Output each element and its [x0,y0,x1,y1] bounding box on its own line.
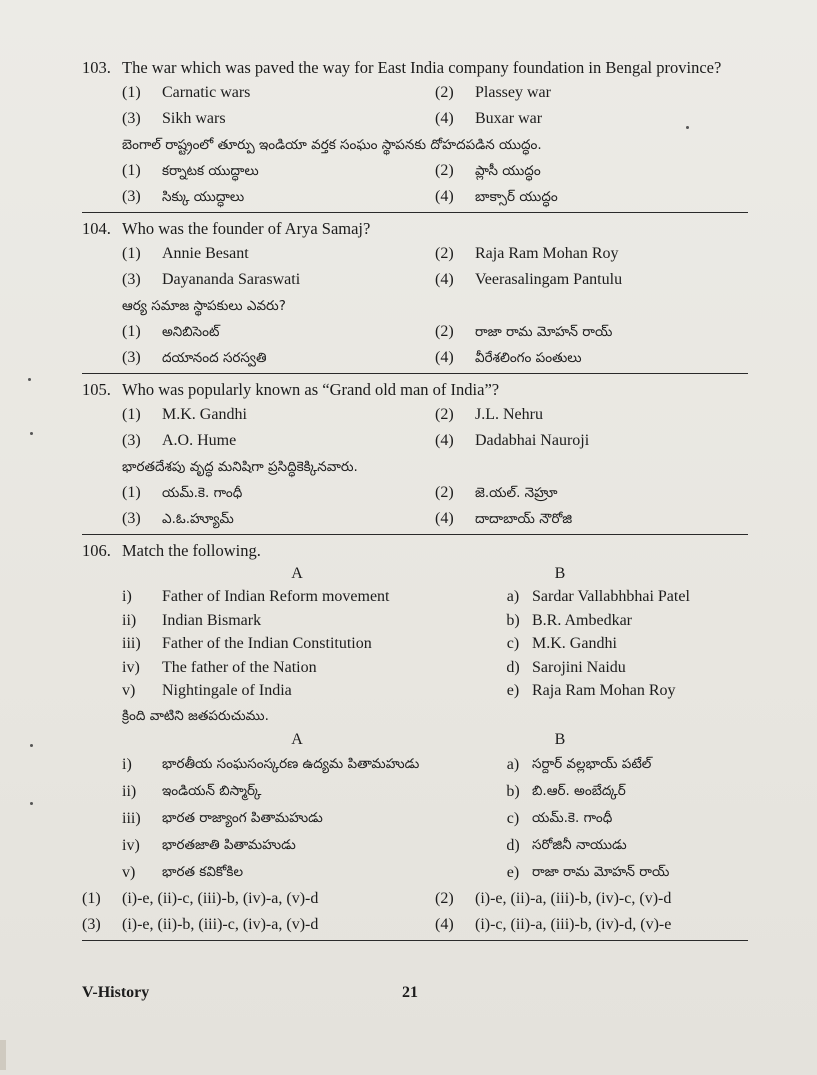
row-letter: e) [506,682,520,699]
question-103 [82,56,748,213]
column-a-item: భారత కవికోకిల [162,863,244,880]
option-text: యమ్.కె. గాంధీ [162,485,243,501]
telugu-match-row [82,832,748,859]
option-number: (1) [122,406,141,423]
option-number: (3) [122,510,141,527]
option-text: Buxar war [475,110,543,127]
option-number: (2) [435,889,454,907]
option-number: (4) [435,349,454,366]
option-number: (2) [435,84,454,101]
telugu-option-3 [122,345,435,371]
option-text: వీరేశలింగం పంతులు [475,350,582,366]
option-text: జె.యల్. నెహ్రూ [475,485,558,501]
telugu-question-text: క్రింది వాటిని జతపరుచుము. [122,707,269,724]
option-number: (4) [435,432,454,449]
telugu-options-row [82,345,748,371]
telugu-options-row [82,158,748,184]
option-text: (i)-c, (ii)-a, (iii)-b, (iv)-d, (v)-e [475,915,672,933]
option-number: (3) [82,915,101,933]
telugu-match-row [82,751,748,778]
row-letter: e) [506,863,520,881]
telugu-option-3 [122,184,435,210]
option-4 [435,106,748,132]
telugu-options-row [82,506,748,532]
column-b-item: సరోజినీ నాయుడు [532,836,627,853]
option-number: (2) [435,406,454,423]
option-4 [435,267,748,293]
column-b-item: Sarojini Naidu [532,658,626,676]
option-number: (4) [435,110,454,127]
scan-speck [686,126,689,129]
option-text: Raja Ram Mohan Roy [475,245,619,262]
row-index: v) [122,863,136,881]
match-row [82,656,748,680]
question-text: The war which was paved the way for East India company foundation in Bengal province? [122,58,722,77]
subject-label: V-History [82,984,150,1001]
option-2 [435,402,748,428]
option-1 [122,241,435,267]
option-text: A.O. Hume [162,432,237,449]
scan-speck [30,432,33,435]
row-index: i) [122,588,132,605]
telugu-option-2 [435,158,748,184]
scan-speck [30,744,33,747]
option-2 [435,241,748,267]
telugu-options-row [82,480,748,506]
question-number: 103. [82,58,111,77]
options-row [82,241,748,267]
option-text: ప్లాసీ యుద్ధం [475,163,541,179]
row-index: iv) [122,658,140,676]
column-a-item: భారతీయ సంఘసంస్కరణ ఉద్యమ పితామహుడు [162,755,420,772]
question-number: 104. [82,219,111,238]
telugu-option-4 [435,345,748,371]
option-number: (1) [122,484,141,501]
page-content [82,56,748,945]
row-index: i) [122,755,132,773]
telugu-option-1 [122,319,435,345]
option-text: Veerasalingam Pantulu [475,271,623,288]
option-number: (4) [435,188,454,205]
match-row [82,679,748,703]
option-number: (2) [435,245,454,262]
option-text: రాజా రామ మోహన్ రాయ్ [475,324,613,340]
option-number: (1) [122,162,141,179]
telugu-option-1 [122,480,435,506]
option-text: అనిబిసెంట్ [162,324,220,340]
scan-edge-mark [0,1040,6,1070]
column-a-item: Nightingale of India [162,682,292,699]
telugu-options-row [82,319,748,345]
telugu-option-4 [435,506,748,532]
answer-options-row [82,886,748,912]
telugu-match-row [82,805,748,832]
option-text: ఎ.ఓ.హ్యూమ్ [162,511,234,527]
option-number: (3) [122,110,141,127]
telugu-column-headers [82,729,748,751]
question-title [82,378,748,402]
telugu-match-row [82,778,748,805]
answer-option-3 [82,912,435,938]
column-b-item: సర్దార్ వల్లభాయ్ పటేల్ [532,755,652,772]
option-text: Dadabhai Nauroji [475,432,590,449]
column-b-item: Sardar Vallabhbhai Patel [532,588,690,605]
option-text: (i)-e, (ii)-a, (iii)-b, (iv)-c, (v)-d [475,889,672,907]
options-row [82,428,748,454]
option-number: (2) [435,323,454,340]
option-2 [435,80,748,106]
question-106 [82,539,748,941]
option-number: (1) [122,323,141,340]
column-a-item: ఇండియన్ బిస్మార్క్ [162,782,262,799]
row-letter: b) [506,611,520,629]
column-b-item: బి.ఆర్. అంబేద్కర్ [532,782,626,799]
option-text: సిక్కు యుద్ధాలు [162,189,245,205]
telugu-question-text: ఆర్య సమాజ స్థాపకులు ఎవరు? [122,298,286,314]
column-b-item: Raja Ram Mohan Roy [532,682,676,699]
option-3 [122,428,435,454]
column-a-header: A [291,565,303,582]
column-a-item: Indian Bismark [162,611,262,629]
column-b-header: B [554,565,566,582]
option-text: దయానంద సరస్వతి [162,350,267,366]
column-a-item: Father of Indian Reform movement [162,588,390,605]
option-4 [435,428,748,454]
column-a-item: The father of the Nation [162,658,317,676]
column-b-item: M.K. Gandhi [532,635,617,652]
column-a-header: A [291,730,303,748]
options-row [82,106,748,132]
telugu-option-2 [435,480,748,506]
column-b-item: B.R. Ambedkar [532,611,632,629]
telugu-question-text: బెంగాల్ రాష్ట్రంలో తూర్పు ఇండియా వర్తక సంఘం స్థాపనకు దోహదపడిన యుద్ధం. [122,137,542,153]
telugu-options-row [82,184,748,210]
telugu-option-4 [435,184,748,210]
options-row [82,267,748,293]
match-row [82,632,748,656]
row-letter: b) [506,782,520,800]
option-3 [122,106,435,132]
answer-options-row [82,912,748,938]
option-text: Carnatic wars [162,84,251,101]
column-a-item: భారత రాజ్యాంగ పితామహుడు [162,809,323,826]
row-index: iii) [122,635,141,652]
option-number: (2) [435,484,454,501]
option-text: కర్నాటక యుద్ధాలు [162,163,259,179]
answer-option-1 [82,886,435,912]
option-text: Dayananda Saraswati [162,271,301,288]
telugu-match-row [82,859,748,886]
answer-option-4 [435,912,748,938]
options-row [82,402,748,428]
option-number: (4) [435,915,454,933]
option-1 [122,80,435,106]
row-index: v) [122,682,136,699]
column-a-item: భారతజాతి పితామహుడు [162,836,296,853]
option-number: (2) [435,162,454,179]
option-text: బాక్సార్ యుద్ధం [475,189,558,205]
column-a-item: Father of the Indian Constitution [162,635,372,652]
option-number: (3) [122,271,141,288]
option-number: (4) [435,271,454,288]
row-index: ii) [122,611,137,629]
option-text: (i)-e, (ii)-c, (iii)-b, (iv)-a, (v)-d [122,889,319,907]
option-text: (i)-e, (ii)-b, (iii)-c, (iv)-a, (v)-d [122,915,319,933]
scan-speck [28,378,31,381]
telugu-option-3 [122,506,435,532]
row-index: ii) [122,782,137,800]
page-number: 21 [402,984,418,1001]
telugu-option-2 [435,319,748,345]
question-text: Match the following. [122,541,261,560]
option-1 [122,402,435,428]
row-index: iii) [122,809,141,827]
question-title [82,217,748,241]
match-row [82,585,748,609]
row-letter: a) [506,755,520,773]
question-number: 106. [82,541,111,560]
question-text: Who was the founder of Arya Samaj? [122,219,371,238]
option-number: (3) [122,349,141,366]
column-b-item: రాజా రామ మోహన్ రాయ్ [532,863,670,880]
column-b-header: B [554,730,566,748]
row-index: iv) [122,836,140,854]
option-3 [122,267,435,293]
option-text: Sikh wars [162,110,226,127]
row-letter: c) [506,635,520,652]
match-row [82,609,748,633]
telugu-option-1 [122,158,435,184]
question-title [82,56,748,80]
question-number: 105. [82,380,111,399]
option-text: J.L. Nehru [475,406,543,423]
row-letter: c) [506,809,520,827]
option-text: M.K. Gandhi [162,406,247,423]
question-104 [82,217,748,374]
option-number: (1) [82,889,101,907]
answer-option-2 [435,886,748,912]
row-letter: d) [506,658,520,676]
question-text: Who was popularly known as “Grand old man of India”? [122,380,500,399]
option-text: Plassey war [475,84,551,101]
match-column-headers [82,563,748,585]
option-text: దాదాబాయ్ నౌరోజి [475,511,573,527]
question-105 [82,378,748,535]
row-letter: d) [506,836,520,854]
row-letter: a) [506,588,520,605]
option-text: Annie Besant [162,245,249,262]
option-number: (3) [122,188,141,205]
option-number: (1) [122,84,141,101]
column-b-item: యమ్.కె. గాంధీ [532,809,613,826]
option-number: (3) [122,432,141,449]
options-row [82,80,748,106]
question-title [82,539,748,563]
scan-speck [30,802,33,805]
option-number: (4) [435,510,454,527]
option-number: (1) [122,245,141,262]
telugu-question-text: భారతదేశపు వృద్ధ మనిషిగా ప్రసిద్ధికెక్కినవారు. [122,459,358,475]
